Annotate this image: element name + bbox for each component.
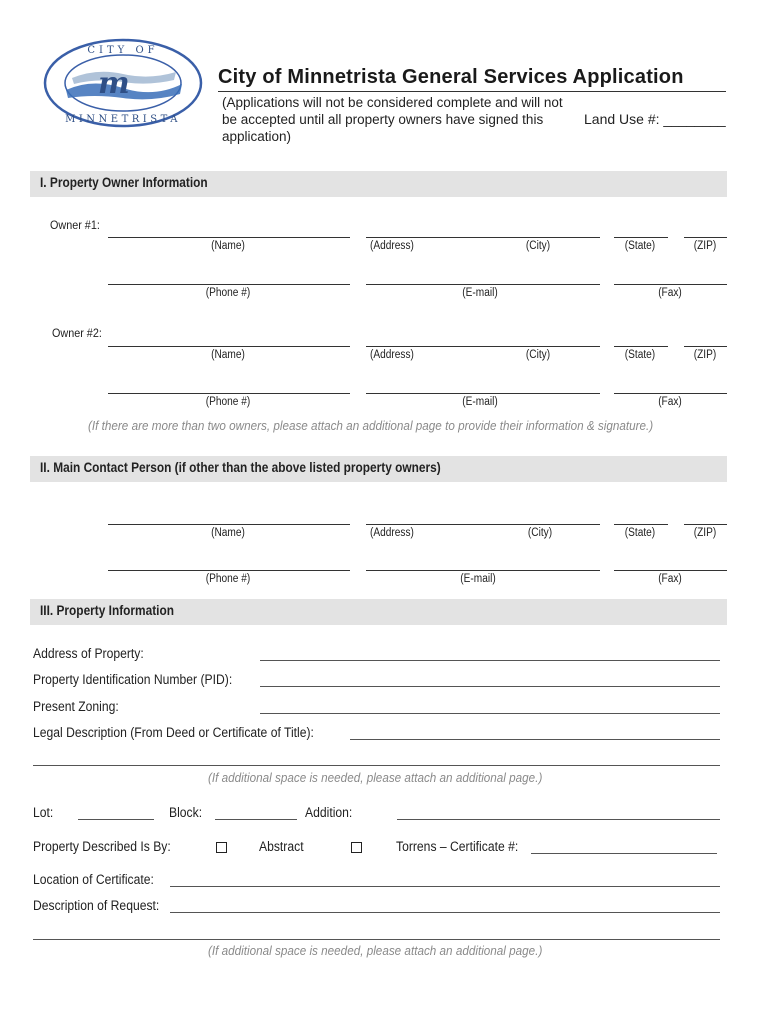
owner1-email-field[interactable] bbox=[366, 284, 600, 285]
title-divider bbox=[218, 91, 726, 92]
caption-zip: (ZIP) bbox=[693, 349, 717, 361]
caption-phone: (Phone #) bbox=[205, 396, 251, 408]
owner2-fax-field[interactable] bbox=[614, 393, 727, 394]
legal-description-field-2[interactable] bbox=[33, 765, 720, 766]
torrens-checkbox[interactable] bbox=[351, 842, 362, 853]
block-field[interactable] bbox=[215, 819, 297, 820]
request-description-label: Description of Request: bbox=[33, 898, 160, 913]
caption-name: (Name) bbox=[211, 240, 245, 252]
caption-city: (City) bbox=[525, 240, 551, 252]
caption-email: (E-mail) bbox=[460, 573, 496, 585]
location-certificate-field[interactable] bbox=[170, 886, 720, 887]
owners-note: (If there are more than two owners, please attach an additional page to provide their information & signature.) bbox=[88, 418, 654, 433]
section-main-contact bbox=[30, 456, 727, 482]
torrens-label: Torrens – Certificate #: bbox=[396, 839, 519, 854]
zoning-label: Present Zoning: bbox=[33, 699, 119, 714]
abstract-label: Abstract bbox=[259, 839, 304, 854]
caption-address: (Address) bbox=[370, 349, 414, 361]
owner1-address-field[interactable] bbox=[366, 237, 600, 238]
legal-description-label: Legal Description (From Deed or Certificate of Title): bbox=[33, 725, 314, 740]
owner1-phone-field[interactable] bbox=[108, 284, 350, 285]
caption-zip: (ZIP) bbox=[693, 240, 717, 252]
caption-name: (Name) bbox=[211, 527, 245, 539]
page-title: City of Minnetrista General Services Application bbox=[218, 66, 684, 88]
caption-fax: (Fax) bbox=[658, 396, 682, 408]
caption-city: (City) bbox=[527, 527, 553, 539]
block-label: Block: bbox=[169, 805, 203, 820]
request-description-field[interactable] bbox=[170, 912, 720, 913]
torrens-certificate-field[interactable] bbox=[531, 853, 717, 854]
section-heading: II. Main Contact Person (if other than the above listed property owners) bbox=[40, 460, 441, 475]
abstract-checkbox[interactable] bbox=[216, 842, 227, 853]
owner2-state-field[interactable] bbox=[614, 346, 668, 347]
caption-address: (Address) bbox=[370, 527, 414, 539]
lot-label: Lot: bbox=[33, 805, 54, 820]
contact-address-field[interactable] bbox=[366, 524, 600, 525]
page-subtitle: (Applications will not be considered complete and will not be accepted until all property owners have signed this application) bbox=[222, 95, 563, 144]
location-certificate-label: Location of Certificate: bbox=[33, 872, 154, 887]
addition-label: Addition: bbox=[305, 805, 353, 820]
owner1-fax-field[interactable] bbox=[614, 284, 727, 285]
caption-name: (Name) bbox=[211, 349, 245, 361]
caption-zip: (ZIP) bbox=[693, 527, 717, 539]
section-property-info bbox=[30, 599, 727, 625]
address-label: Address of Property: bbox=[33, 646, 144, 661]
caption-address: (Address) bbox=[370, 240, 414, 252]
logo-top-text: CITY OF bbox=[87, 45, 159, 56]
caption-state: (State) bbox=[624, 349, 656, 361]
contact-phone-field[interactable] bbox=[108, 570, 350, 571]
request-description-field-2[interactable] bbox=[33, 939, 720, 940]
logo-bottom-text: MINNETRISTA bbox=[65, 114, 181, 125]
contact-state-field[interactable] bbox=[614, 524, 668, 525]
owner1-name-field[interactable] bbox=[108, 237, 350, 238]
city-logo bbox=[42, 38, 204, 128]
owner2-phone-field[interactable] bbox=[108, 393, 350, 394]
contact-name-field[interactable] bbox=[108, 524, 350, 525]
land-use-field[interactable]: Land Use #: ________ bbox=[584, 111, 726, 127]
caption-phone: (Phone #) bbox=[205, 573, 251, 585]
caption-fax: (Fax) bbox=[658, 287, 682, 299]
owner2-name-field[interactable] bbox=[108, 346, 350, 347]
caption-phone: (Phone #) bbox=[205, 287, 251, 299]
lot-field[interactable] bbox=[78, 819, 154, 820]
caption-email: (E-mail) bbox=[462, 287, 498, 299]
described-by-label: Property Described Is By: bbox=[33, 839, 171, 854]
contact-fax-field[interactable] bbox=[614, 570, 727, 571]
zoning-field[interactable] bbox=[260, 713, 720, 714]
pid-label: Property Identification Number (PID): bbox=[33, 672, 233, 687]
owner2-email-field[interactable] bbox=[366, 393, 600, 394]
legal-description-field[interactable] bbox=[350, 739, 720, 740]
pid-field[interactable] bbox=[260, 686, 720, 687]
legal-description-note: (If additional space is needed, please attach an additional page.) bbox=[208, 770, 543, 785]
caption-city: (City) bbox=[525, 349, 551, 361]
caption-email: (E-mail) bbox=[462, 396, 498, 408]
owner1-label: Owner #1: bbox=[50, 218, 100, 232]
caption-fax: (Fax) bbox=[658, 573, 682, 585]
addition-field[interactable] bbox=[397, 819, 720, 820]
request-description-note: (If additional space is needed, please attach an additional page.) bbox=[208, 943, 543, 958]
owner1-zip-field[interactable] bbox=[684, 237, 727, 238]
owner2-address-field[interactable] bbox=[366, 346, 600, 347]
owner1-state-field[interactable] bbox=[614, 237, 668, 238]
owner2-zip-field[interactable] bbox=[684, 346, 727, 347]
section-heading: I. Property Owner Information bbox=[40, 175, 208, 190]
section-heading: III. Property Information bbox=[40, 603, 174, 618]
logo-monogram: m bbox=[98, 66, 130, 101]
property-address-field[interactable] bbox=[260, 660, 720, 661]
caption-state: (State) bbox=[624, 527, 656, 539]
caption-state: (State) bbox=[624, 240, 656, 252]
contact-email-field[interactable] bbox=[366, 570, 600, 571]
contact-zip-field[interactable] bbox=[684, 524, 727, 525]
owner2-label: Owner #2: bbox=[52, 326, 102, 340]
section-owner-info bbox=[30, 171, 727, 197]
